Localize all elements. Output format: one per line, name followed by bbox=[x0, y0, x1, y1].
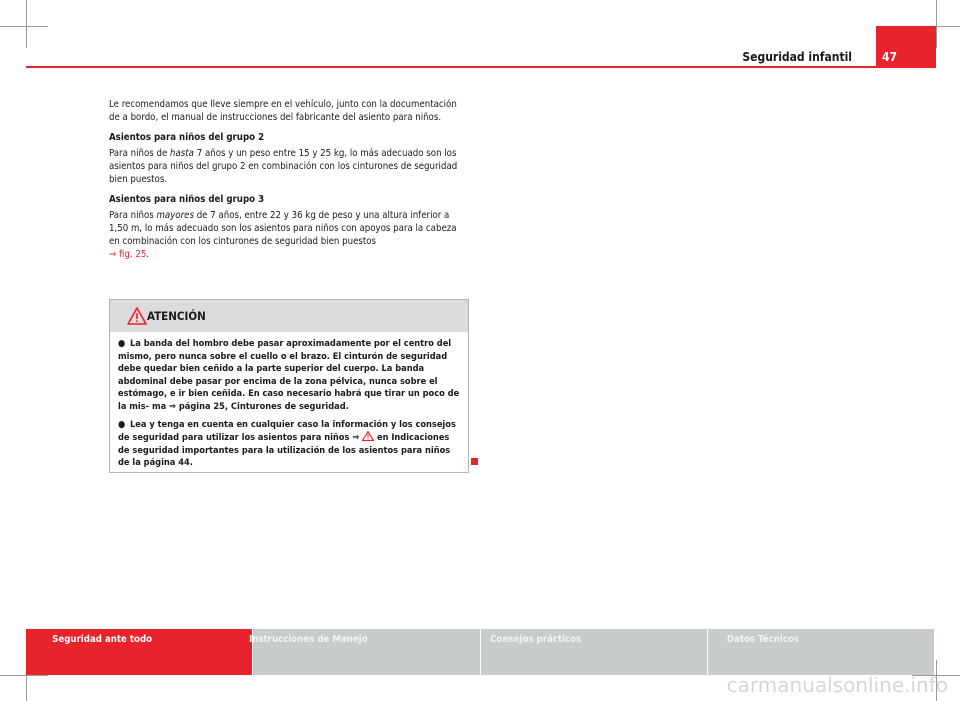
text: en Indicaciones de seguridad importantes para la utilización de los asientos para niños de la página 44. bbox=[118, 432, 451, 469]
text: Para niños de bbox=[109, 148, 171, 159]
crop-mark bbox=[0, 26, 48, 27]
group3-heading: Asientos para niños del grupo 3 bbox=[109, 194, 265, 205]
text: 7 años y un peso entre 15 y 25 kg, lo más adecuado son los asientos para niños del grupo 2 en combinación con los cinturones de seguridad bien puestos. bbox=[109, 148, 458, 185]
tab-datos-tecnicos[interactable] bbox=[708, 629, 935, 675]
warning-body bbox=[110, 332, 468, 470]
crop-mark bbox=[26, 0, 27, 48]
text: La banda del hombro debe pasar aproximadamente por el centro del mismo, pero nunca sobre el cuello o el brazo. El cinturón de seguridad debe quedar bien ceñido a la parte superior del cuerpo. La banda abdominal debe pasar por encima de la zona pélvica, nunca sobre el estómago, e ir bien ceñida. En caso necesario habrá que tirar un poco de la mis- ma ⇒ página 25, Cinturones de seguridad. bbox=[118, 338, 460, 412]
bullet: ● bbox=[118, 418, 126, 430]
group3-paragraph bbox=[109, 209, 467, 261]
tab-label: Consejos prácticos bbox=[490, 634, 582, 645]
figure-link[interactable]: ⇒ fig. 25 bbox=[109, 249, 147, 260]
tab-consejos-practicos[interactable] bbox=[481, 629, 708, 675]
warning-header bbox=[110, 300, 468, 332]
text: . bbox=[146, 249, 150, 260]
warning-title: ATENCIÓN bbox=[147, 309, 206, 323]
crop-mark bbox=[0, 675, 48, 676]
warning-item bbox=[118, 338, 460, 414]
section-title: Seguridad infantil bbox=[742, 50, 852, 64]
page-number: 47 bbox=[882, 50, 898, 64]
warning-box bbox=[109, 299, 469, 473]
group2-paragraph bbox=[109, 147, 467, 186]
text: Lea y tenga en cuenta en cualquier caso la información y los consejos de seguridad para utilizar los asientos para niños ⇒ bbox=[118, 418, 456, 444]
text: de 7 años, entre 22 y 36 kg de peso y una altura inferior a 1,50 m, lo más adecuado son los asientos para niños con apoyos para la cabeza en combinación con los cinturones de seguridad bien puestos bbox=[109, 210, 457, 247]
body-column bbox=[109, 98, 467, 268]
tab-label: Datos Técnicos bbox=[726, 634, 799, 645]
header-rule bbox=[26, 66, 936, 68]
section-end-marker bbox=[471, 458, 478, 465]
warning-triangle-icon bbox=[127, 307, 147, 325]
watermark: carmanualsonline.info bbox=[726, 673, 948, 697]
tab-instrucciones-de-manejo[interactable] bbox=[249, 629, 480, 675]
warning-item bbox=[118, 419, 460, 470]
intro-paragraph: Le recomendamos que lleve siempre en el vehículo, junto con la documentación de a bordo, el manual de instrucciones del fabricante del asiento para niños. bbox=[109, 99, 457, 123]
tab-label: Seguridad ante todo bbox=[52, 634, 153, 645]
tab-label: Instrucciones de Manejo bbox=[249, 634, 368, 645]
warning-triangle-icon[interactable] bbox=[362, 431, 374, 441]
emphasis: hasta bbox=[170, 148, 194, 159]
group2-heading: Asientos para niños del grupo 2 bbox=[109, 132, 265, 143]
bullet: ● bbox=[118, 338, 126, 349]
text: Para niños bbox=[109, 210, 157, 221]
emphasis: mayores bbox=[156, 210, 194, 221]
crop-mark bbox=[936, 0, 937, 48]
tab-seguridad-ante-todo[interactable] bbox=[26, 629, 253, 675]
chapter-tabs bbox=[26, 629, 935, 675]
